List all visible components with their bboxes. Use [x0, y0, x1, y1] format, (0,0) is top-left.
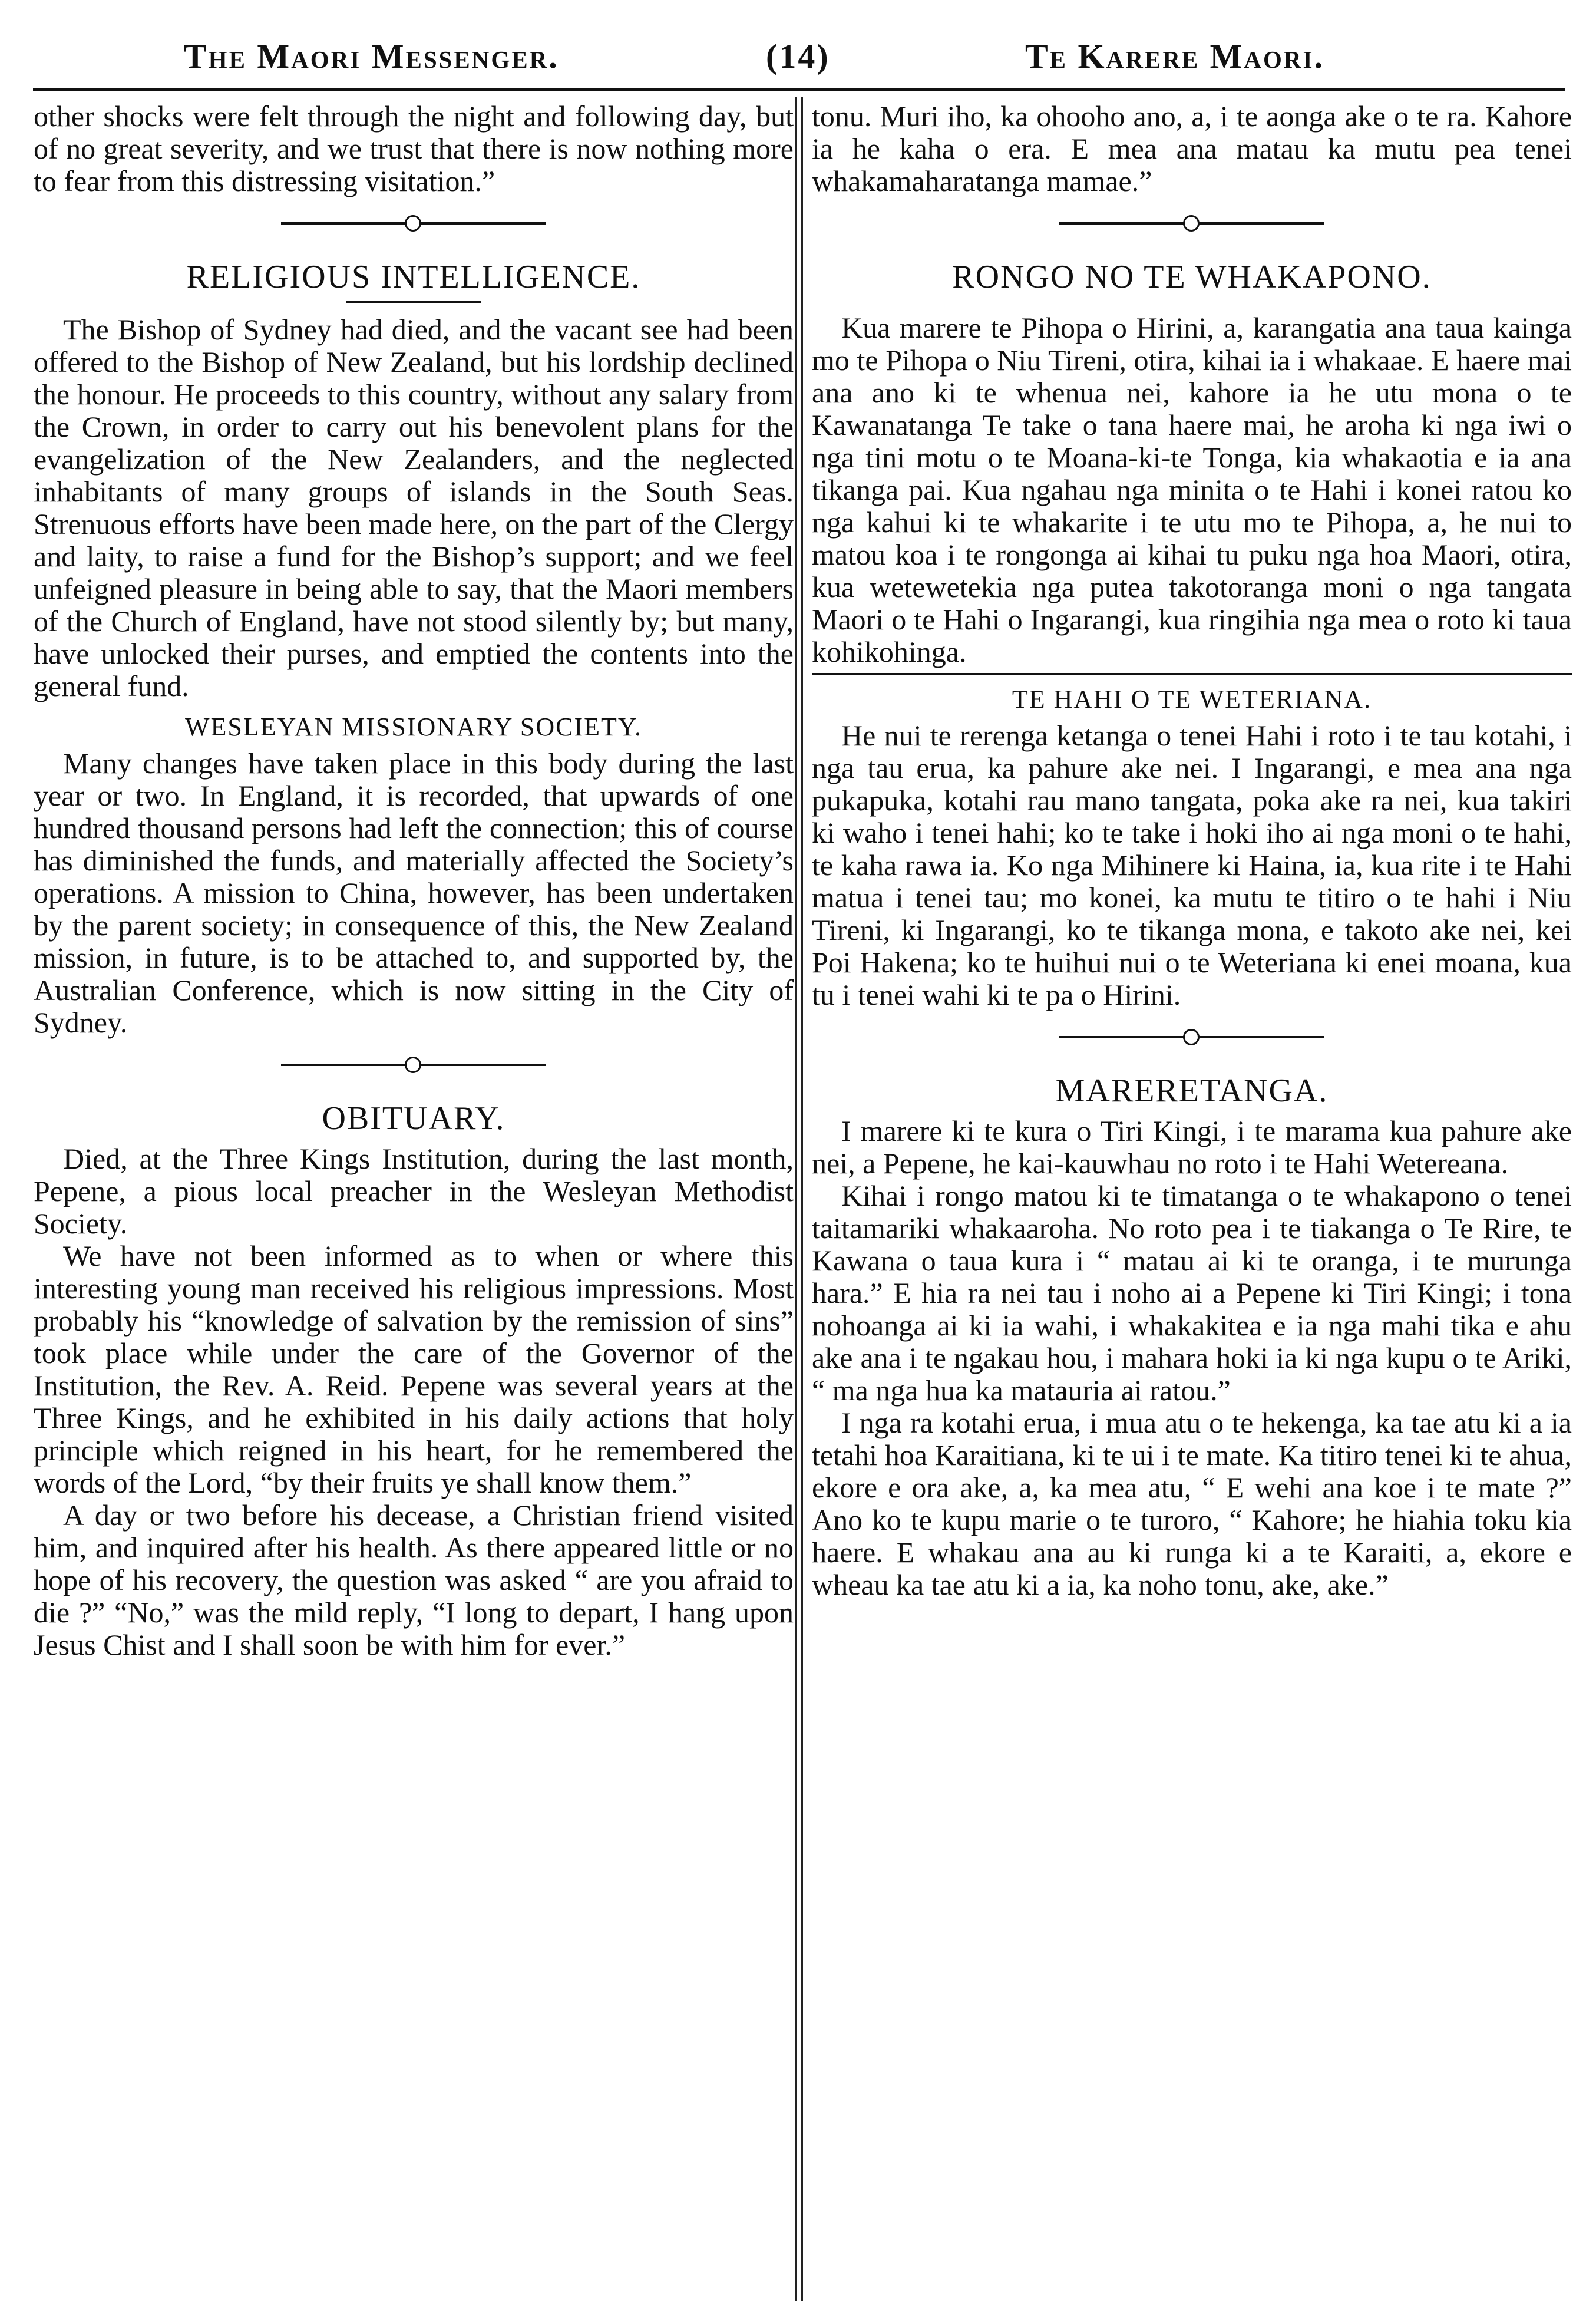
- mareretanga-paragraph-3: I nga ra kotahi erua, i mua atu o te hekenga, ka tae atu ki a ia tetahi hoa Karaitiana, ki te ui i te mate. Ka titiro tenei ki te ahua, ekore e ora ake, a, ka mea atu, “ E wehi ana koe i te mate ?” Ano ko te kupu marie o te turoro, “ Kahore; he hiahia toku kia haere. E whakau ana au ki runga ki a te Karaiti, a, ekore e wheau ka tae atu ki a ia, ka noho tonu, ake, ake.”: [812, 1406, 1572, 1601]
- continuation-text: other shocks were felt through the night and following day, but of no great severity, and we trust that there is now nothing more to fear from this distressing visitation.”: [34, 100, 794, 197]
- rongo-heading: RONGO NO TE WHAKAPONO.: [952, 259, 1432, 295]
- obituary-paragraph-3: A day or two before his decease, a Christian friend visited him, and inquired after his health. As there appeared little or no hope of his recovery, the question was asked “ are you afraid to die ?” “No,” was the mild reply, “I long to depart, I hang upon Jesus Chist and I shall soon be with him for ever.”: [34, 1499, 794, 1661]
- page-number: (14): [766, 37, 830, 75]
- weteriana-heading: TE HAHI O TE WETERIANA.: [1012, 685, 1372, 714]
- column-divider-left: [795, 97, 797, 2301]
- mareretanga-heading: MARERETANGA.: [1055, 1072, 1329, 1109]
- obituary-paragraph-2: We have not been informed as to when or where this interesting young man received his religious impressions. Most probably his “knowledge of salvation by the remission of sins” took place while under the care of the Governor of the Institution, the Rev. A. Reid. Pepene was several years at the Three Kings, and he exhibited in his daily actions that holy principle which reigned in his heart, for he remembered the words of the Lord, “by their fruits ye shall know them.”: [34, 1239, 794, 1499]
- english-column: [34, 100, 794, 1661]
- obituary-paragraph-1: Died, at the Three Kings Institution, during the last month, Pepene, a pious local preacher in the Wesleyan Methodist Society.: [34, 1142, 794, 1240]
- column-divider-right: [801, 97, 803, 2301]
- running-header: [0, 29, 1596, 88]
- header-title-maori: Te Karere Maori.: [1025, 37, 1324, 75]
- section-divider: [812, 1011, 1572, 1064]
- religious-intelligence-body: The Bishop of Sydney had died, and the vacant see had been offered to the Bishop of New Zealand, but his lordship declined the honour. He proceeds to this country, without any salary from the Crown, in order to carry out his benevolent plans for the evangelization of the New Zealanders, and the neglected inhabitants of many groups of islands in the South Seas. Strenuous efforts have been made here, on the part of the Clergy and laity, to raise a fund for the Bishop’s support; and we feel unfeigned pleasure in being able to say, that the Maori members of the Church of England, have not stood silently by; but many, have unlocked their purses, and emptied the contents into the general fund.: [34, 313, 794, 702]
- section-divider: [812, 197, 1572, 250]
- obituary-heading: OBITUARY.: [322, 1100, 505, 1137]
- section-divider: [34, 1039, 794, 1092]
- header-title-english: The Maori Messenger.: [184, 37, 559, 75]
- section-rule: [812, 673, 1572, 675]
- maori-column: [812, 100, 1572, 1601]
- continuation-text: tonu. Muri iho, ka ohooho ano, a, i te aonga ake o te ra. Kahore ia he kaha o era. E mea ana matau ka mutu pea tenei whakamaharatanga mamae.”: [812, 100, 1572, 197]
- header-rule: [33, 88, 1565, 91]
- mareretanga-paragraph-2: Kihai i rongo matou ki te timatanga o te whakapono o tenei taitamariki whakaaroha. No roto pea i te tiakanga o Te Rire, te Kawana o taua kura i “ matau ai ki te oranga, i te murunga hara.” E hia ra nei tau i noho ai a Pepene ki Tiri Kingi; i tona nohoanga ai ki ia wahi, i whakakitea e ia nga mahi tika e ahu ake ana i te ngakau hou, i mahara hoki ia ki nga kupu o te Ariki, “ ma nga hua ka matauria ai ratou.”: [812, 1179, 1572, 1407]
- wesleyan-heading: WESLEYAN MISSIONARY SOCIETY.: [185, 712, 642, 741]
- mareretanga-paragraph-1: I marere ki te kura o Tiri Kingi, i te marama kua pahure ake nei, a Pepene, he kai-kauwhau no roto i te Hahi Wetereana.: [812, 1114, 1572, 1180]
- wesleyan-body: Many changes have taken place in this body during the last year or two. In England, it is recorded, that upwards of one hundred thousand persons had left the connection; this of course has diminished the funds, and materially affected the Society’s operations. A mission to China, however, has been undertaken by the parent society; in consequence of this, the New Zealand mission, in future, is to be attached to, and supported by, the Australian Conference, which is now sitting in the City of Sydney.: [34, 747, 794, 1039]
- religious-intelligence-heading: RELIGIOUS INTELLIGENCE.: [186, 259, 641, 295]
- weteriana-body: He nui te rerenga ketanga o tenei Hahi i roto i te tau kotahi, i nga tau erua, ka pahure ake nei. I Ingarangi, e mea ana nga pukapuka, kotahi rau mano tangata, poka ake ra nei, kua takiri ki waho i tenei hahi; ko te take i hoki iho ai nga moni o te hahi, te kaha rawa ia. Ko nga Mihinere ki Haina, ia, kua rite i te Hahi matua i tenei tau; mo konei, ka mutu te titiro o te hahi i Niu Tireni, ki Ingarangi, ko te tikanga mona, e takoto ake nei, kei Poi Hakena; ko te huihui nui o te Weteriana ki enei moana, kua tu i tenei wahi ki te pa o Hirini.: [812, 719, 1572, 1011]
- heading-underline: [346, 301, 481, 303]
- rongo-body: Kua marere te Pihopa o Hirini, a, karangatia ana taua kainga mo te Pihopa o Niu Tireni, otira, kihai ia i whakaae. E haere mai ana ano ki te whenua nei, kahore ia he utu mona o te Kawanatanga Te take o tana haere mai, he aroha ki nga iwi o nga tini motu o te Moana-ki-te Tonga, kia whakaotia e ia ana tikanga pai. Kua ngahau nga minita o te Hahi i konei ratou ko nga kahui ki te whakarite i te utu mo te Pihopa, a, he nui to matou koa i te rongonga ai kihai tu puku nga hoa Maori, otira, kua wetewetekia nga putea takotoranga moni o nga tangata Maori o te Hahi o Ingarangi, kua ringihia nga mea o roto ki taua kohikohinga.: [812, 311, 1572, 668]
- section-divider: [34, 197, 794, 250]
